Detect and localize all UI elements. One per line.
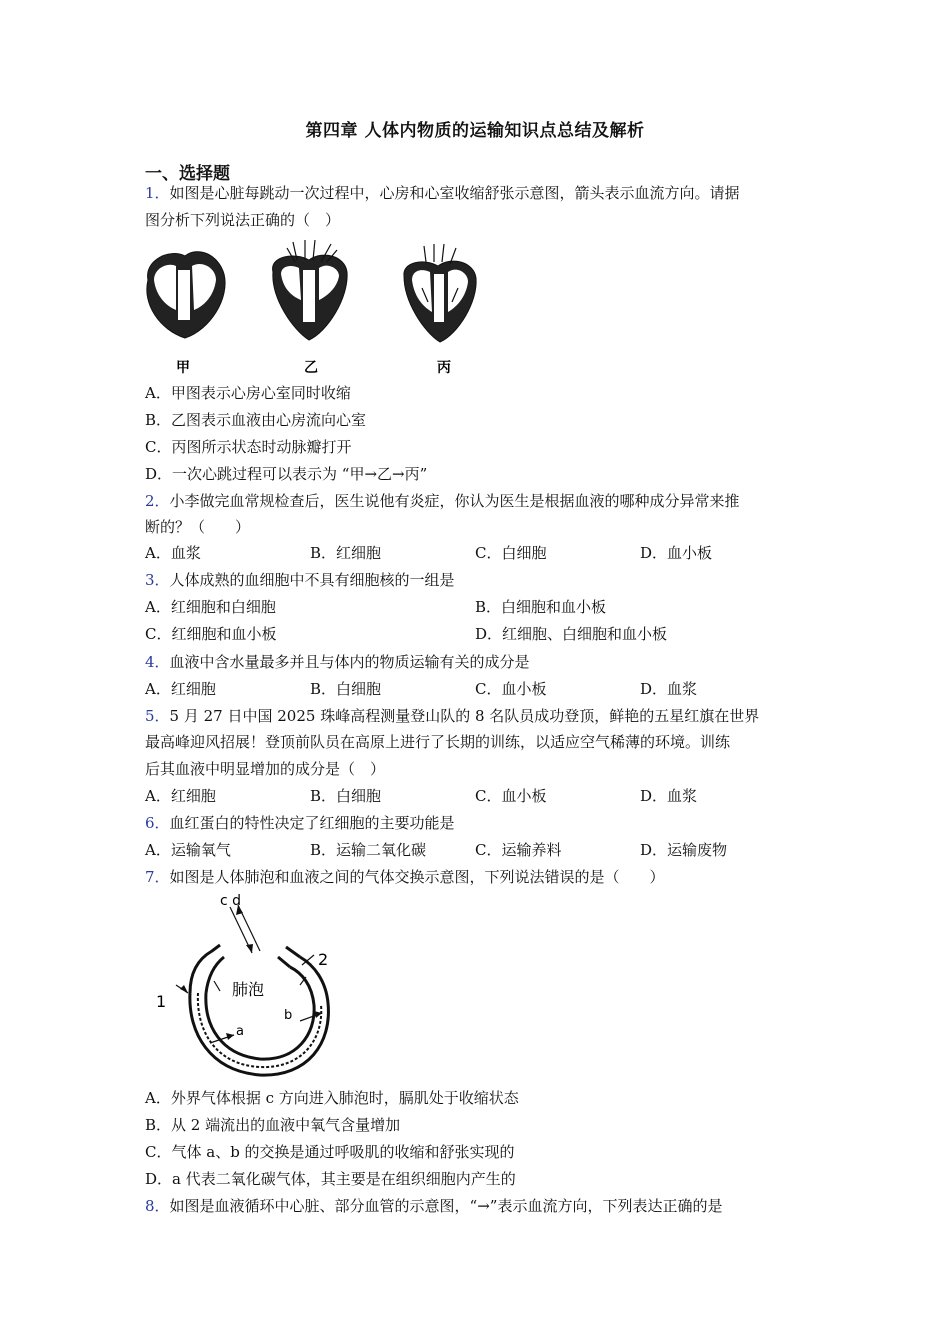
option-b: B．乙图表示血液由心房流向心室 bbox=[145, 411, 367, 429]
alveolus-diagram-figure bbox=[150, 893, 350, 1083]
label-cd: c d bbox=[220, 893, 242, 909]
option-a: A．运输氧气 bbox=[145, 841, 231, 859]
option-d: D．a 代表二氧化碳气体，其主要是在组织细胞内产生的 bbox=[145, 1170, 516, 1188]
option-d: D．血小板 bbox=[640, 544, 713, 562]
question-number: 1． bbox=[145, 184, 170, 202]
label-2: 2 bbox=[318, 950, 329, 969]
option-a: A．外界气体根据 c 方向进入肺泡时，膈肌处于收缩状态 bbox=[145, 1089, 519, 1107]
option-d: D．运输废物 bbox=[640, 841, 728, 859]
question-5-stem-cont: 最高峰迎风招展！登顶前队员在高原上进行了长期的训练，以适应空气稀薄的环境。训练 bbox=[145, 733, 731, 751]
question-4-stem: 4．血液中含水量最多并且与体内的物质运输有关的成分是 bbox=[145, 653, 530, 671]
label-b: b bbox=[284, 1008, 293, 1023]
option-d: D．血浆 bbox=[640, 680, 698, 698]
figure-label-yi: 乙 bbox=[304, 360, 318, 376]
figure-label-jia: 甲 bbox=[176, 360, 190, 376]
question-6-stem: 6．血红蛋白的特性决定了红细胞的主要功能是 bbox=[145, 814, 455, 832]
option-d: D．红细胞、白细胞和血小板 bbox=[475, 625, 668, 643]
option-c: C．血小板 bbox=[475, 680, 547, 698]
option-b: B．白细胞和血小板 bbox=[475, 598, 607, 616]
option-b: B．白细胞 bbox=[310, 787, 382, 805]
option-b: B．从 2 端流出的血液中氧气含量增加 bbox=[145, 1116, 401, 1134]
page-title: 第四章 人体内物质的运输知识点总结及解析 bbox=[305, 121, 645, 141]
label-a: a bbox=[236, 1024, 244, 1039]
question-number: 7． bbox=[145, 868, 170, 886]
question-number: 6． bbox=[145, 814, 170, 832]
section-heading: 一、选择题 bbox=[145, 164, 230, 184]
option-b: B．红细胞 bbox=[310, 544, 382, 562]
question-1-stem: 1．如图是心脏每跳动一次过程中，心房和心室收缩舒张示意图，箭头表示血流方向。请据 bbox=[145, 184, 740, 202]
question-5-stem: 5．5 月 27 日中国 2025 珠峰高程测量登山队的 8 名队员成功登顶，鲜艳的五星红旗在世界 bbox=[145, 707, 760, 725]
option-a: A．红细胞 bbox=[145, 787, 216, 805]
heart-cycle-diagram bbox=[140, 240, 490, 380]
option-c: C．气体 a、b 的交换是通过呼吸肌的收缩和舒张实现的 bbox=[145, 1143, 515, 1161]
question-1-stem-cont: 图分析下列说法正确的（ ） bbox=[145, 211, 341, 229]
question-8-stem: 8．如图是血液循环中心脏、部分血管的示意图，“→”表示血流方向，下列表达正确的是 bbox=[145, 1197, 723, 1215]
option-a: A．红细胞和白细胞 bbox=[145, 598, 276, 616]
option-d: D．一次心跳过程可以表示为 “甲→乙→丙” bbox=[145, 465, 428, 483]
option-c: C．白细胞 bbox=[475, 544, 547, 562]
question-3-stem: 3．人体成熟的血细胞中不具有细胞核的一组是 bbox=[145, 571, 455, 589]
option-b: B．运输二氧化碳 bbox=[310, 841, 427, 859]
label-alveolus: 肺泡 bbox=[232, 980, 265, 999]
option-b: B．白细胞 bbox=[310, 680, 382, 698]
alveolus-gas-exchange-diagram bbox=[150, 893, 350, 1083]
question-number: 3． bbox=[145, 571, 170, 589]
option-a: A．红细胞 bbox=[145, 680, 216, 698]
option-c: C．丙图所示状态时动脉瓣打开 bbox=[145, 438, 352, 456]
label-1: 1 bbox=[156, 992, 167, 1011]
figure-label-bing: 丙 bbox=[437, 360, 451, 376]
question-number: 5． bbox=[145, 707, 170, 725]
option-a: A．血浆 bbox=[145, 544, 201, 562]
option-d: D．血浆 bbox=[640, 787, 698, 805]
option-c: C．红细胞和血小板 bbox=[145, 625, 277, 643]
question-number: 2． bbox=[145, 492, 170, 510]
question-5-stem-cont: 后其血液中明显增加的成分是（ ） bbox=[145, 760, 386, 778]
heart-diagram-figure bbox=[140, 240, 490, 380]
question-7-stem: 7．如图是人体肺泡和血液之间的气体交换示意图，下列说法错误的是（ ） bbox=[145, 868, 665, 886]
question-number: 8． bbox=[145, 1197, 170, 1215]
option-c: C．运输养料 bbox=[475, 841, 562, 859]
option-a: A．甲图表示心房心室同时收缩 bbox=[145, 384, 351, 402]
question-number: 4． bbox=[145, 653, 170, 671]
option-c: C．血小板 bbox=[475, 787, 547, 805]
question-2-stem: 2．小李做完血常规检查后，医生说他有炎症，你认为医生是根据血液的哪种成分异常来推 bbox=[145, 492, 740, 510]
question-2-stem-cont: 断的？（ ） bbox=[145, 518, 251, 536]
